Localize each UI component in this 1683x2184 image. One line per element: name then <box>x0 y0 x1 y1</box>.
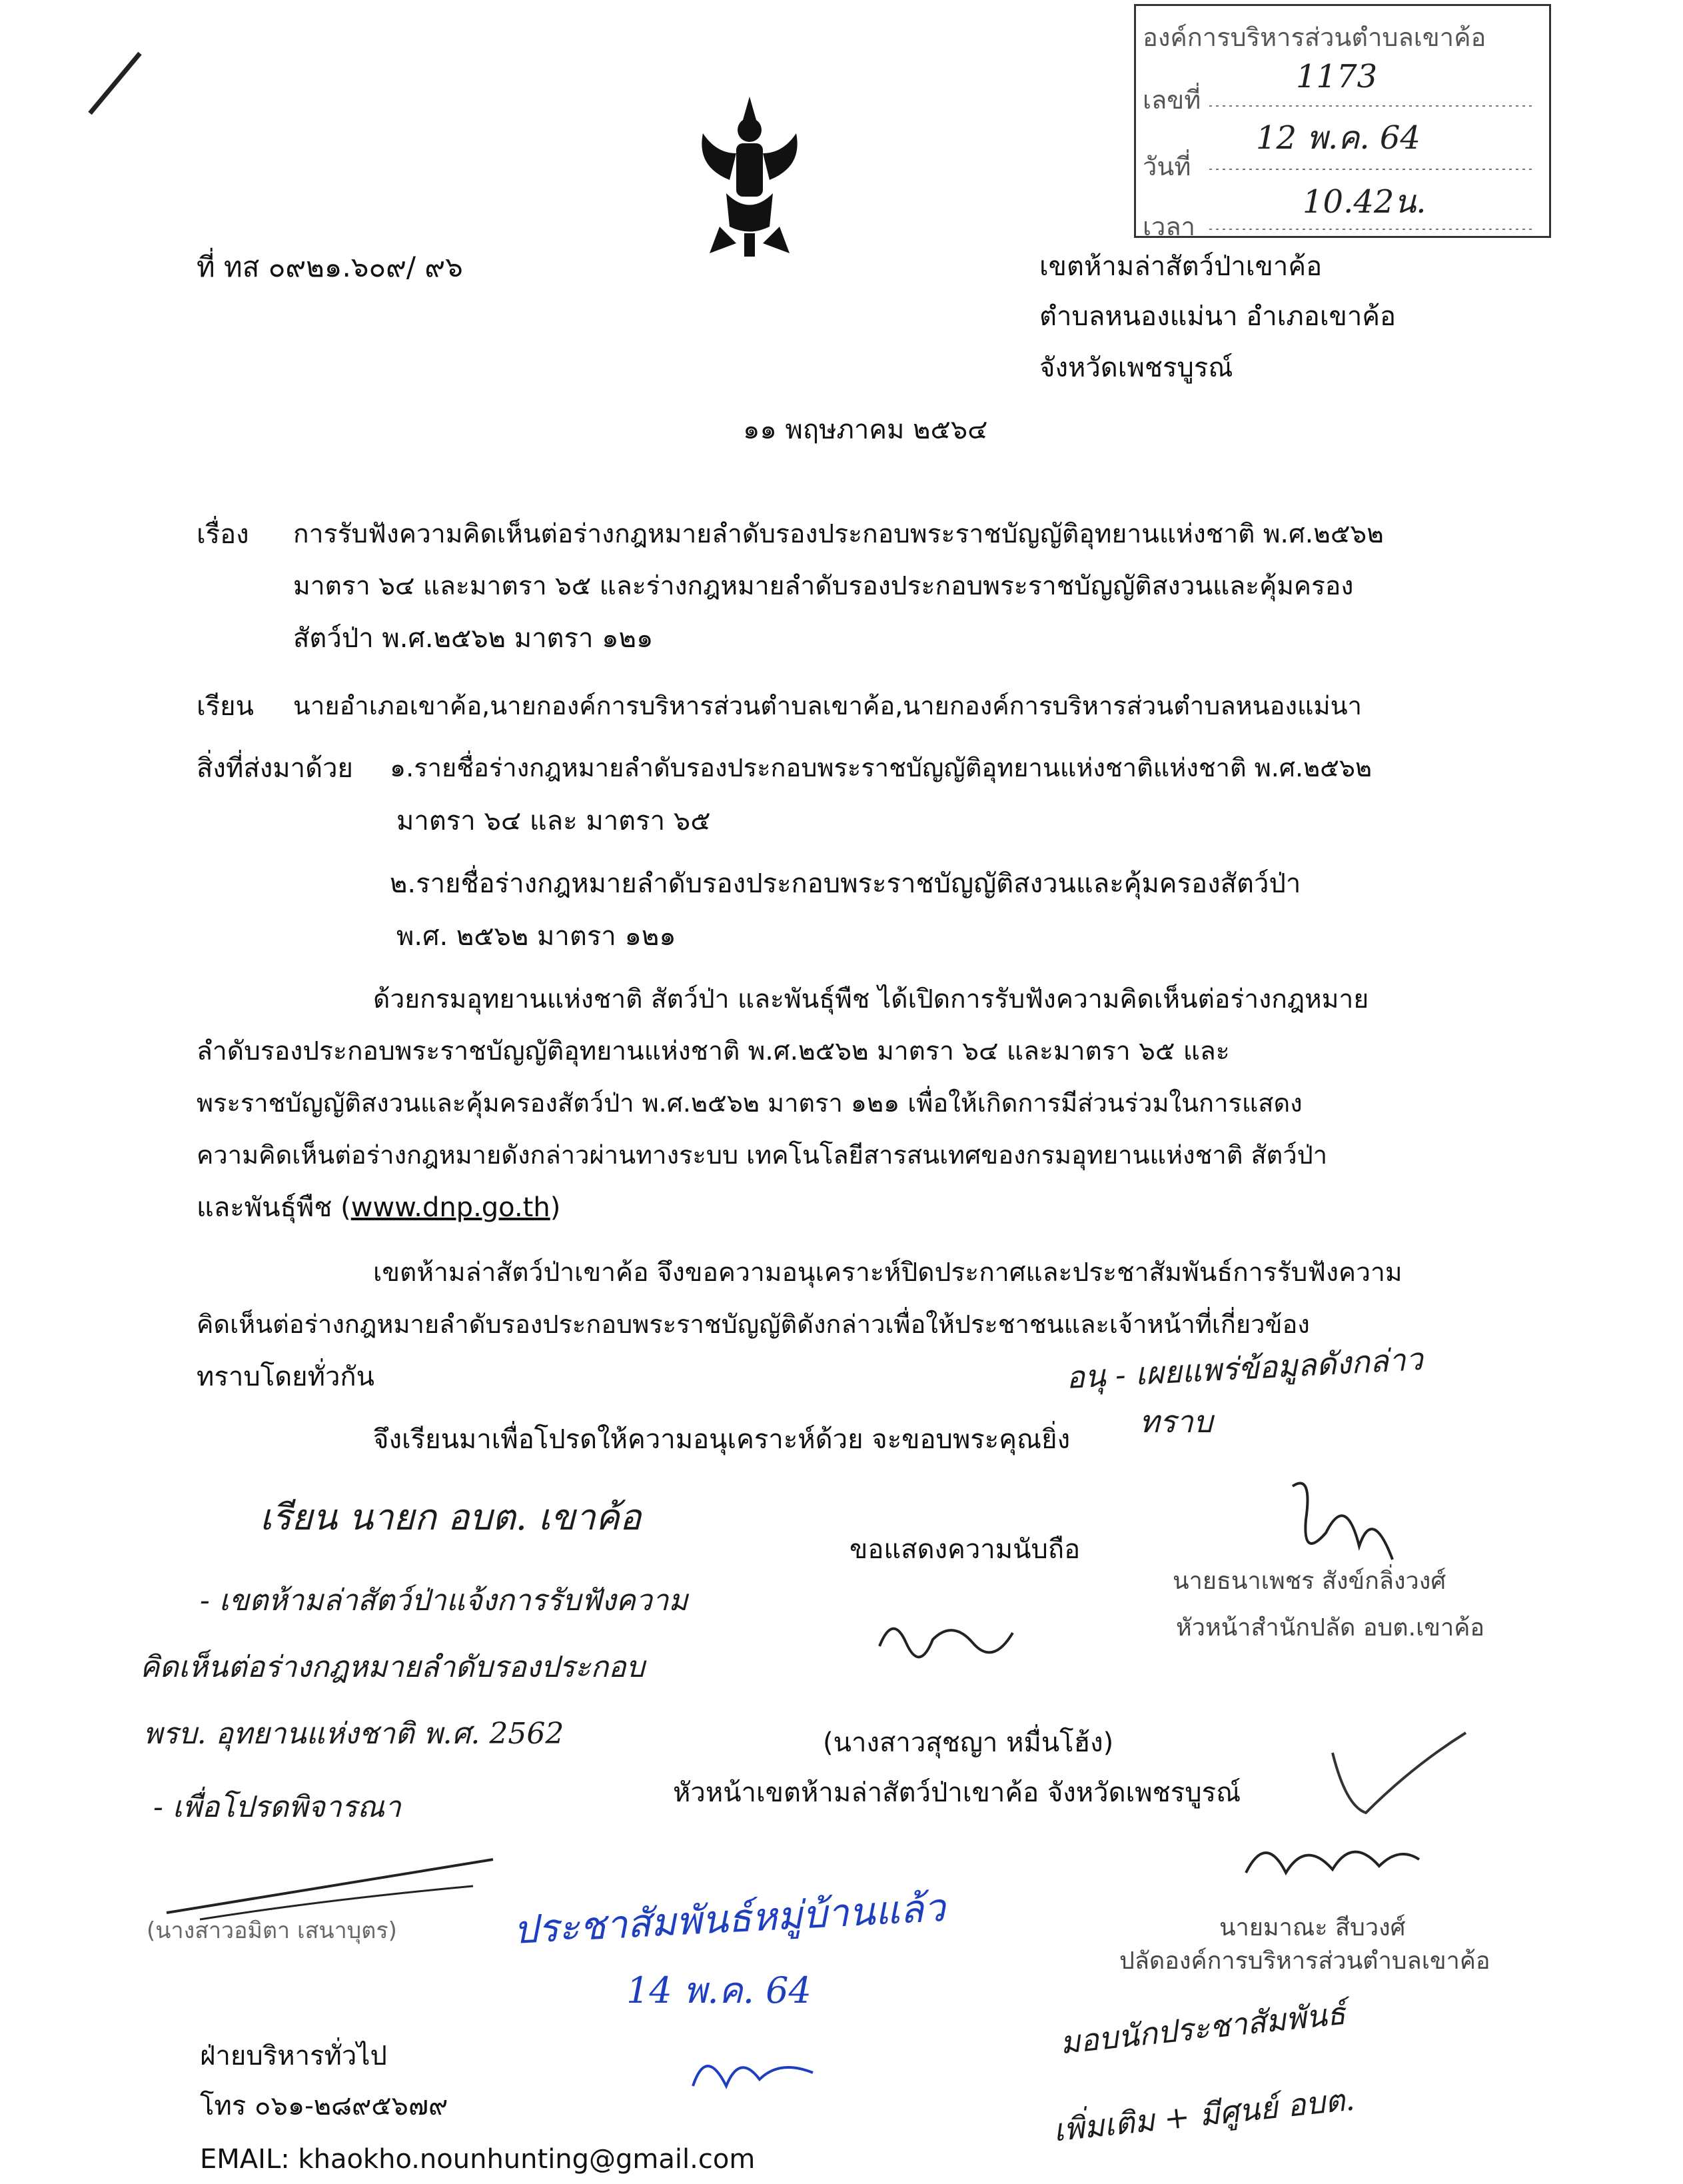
dnp-website-link[interactable]: www.dnp.go.th <box>350 1192 550 1223</box>
right-signature-2 <box>1239 1819 1426 1899</box>
sender-line-2: ตำบลหนองแม่นา อำเภอเขาค้อ <box>1039 301 1397 332</box>
stamp-dotted-lines <box>1136 6 1549 236</box>
left-signature <box>160 1846 506 1926</box>
receipt-stamp <box>1134 4 1551 241</box>
handwritten-note-bottom-right-1: มอบนักประชาสัมพันธ์ <box>1058 1995 1348 2061</box>
handwritten-note-bottom-right-2: เพิ่มเติม + มีศูนย์ อบต. <box>1051 2081 1357 2149</box>
subject-line-1: การรับฟังความคิดเห็นต่อร่างกฎหมายลำดับรองประกอบพระราชบัญญัติอุทยานแห่งชาติ พ.ศ.๒๕๖๒ <box>293 519 1384 549</box>
staple-mark <box>80 47 153 120</box>
body-p2-line-2: คิดเห็นต่อร่างกฎหมายลำดับรองประกอบพระราชบัญญัติดังกล่าวเพื่อให้ประชาชนและเจ้าหน้าที่เกี่ยวข้อง <box>197 1310 1310 1339</box>
checkmark-scribble <box>1326 1726 1472 1819</box>
body-p1-line-1: ด้วยกรมอุทยานแห่งชาติ สัตว์ป่า และพันธุ์พืช ได้เปิดการรับฟังความคิดเห็นต่อร่างกฎหมาย <box>373 984 1369 1014</box>
subject-label: เรื่อง <box>197 519 249 550</box>
body-p1-line-5-suffix: ) <box>550 1192 561 1223</box>
stamp-number-value: 1173 <box>1296 58 1378 95</box>
footer-phone: โทร ๐๖๑-๒๘๙๕๖๗๙ <box>200 2091 448 2121</box>
main-signature <box>873 1606 1019 1666</box>
body-p1-line-5-prefix: และพันธุ์พืช ( <box>197 1192 351 1223</box>
handwritten-left-line-1: เรียน นายก อบต. เขาค้อ <box>260 1496 642 1538</box>
enclosure-1-line-1: ๑.รายชื่อร่างกฎหมายลำดับรองประกอบพระราชบัญญัติอุทยานแห่งชาติแห่งชาติ พ.ศ.๒๕๖๒ <box>390 753 1373 782</box>
stamp-time-value: 10.42น. <box>1303 183 1426 221</box>
enclosure-1-line-2: มาตรา ๖๔ และ มาตรา ๖๕ <box>396 806 711 836</box>
right-sig-2-title: ปลัดองค์การบริหารส่วนตำบลเขาค้อ <box>1119 1947 1490 1975</box>
enclosure-2-line-2: พ.ศ. ๒๕๖๒ มาตรา ๑๒๑ <box>396 921 676 952</box>
blue-handwritten-note-line-2: 14 พ.ค. 64 <box>626 1969 812 2011</box>
sender-line-3: จังหวัดเพชรบูรณ์ <box>1039 353 1233 383</box>
left-bottom-name: (นางสาวอมิตา เสนาบุตร) <box>147 1917 397 1944</box>
regards: ขอแสดงความนับถือ <box>849 1534 1081 1565</box>
reference-number: ที่ ทส ๐๙๒๑.๖๐๙/ ๙๖ <box>197 251 463 283</box>
body-p1-line-2: ลำดับรองประกอบพระราชบัญญัติอุทยานแห่งชาติ พ.ศ.๒๕๖๒ มาตรา ๖๔ และมาตรา ๖๕ และ <box>197 1036 1230 1066</box>
handwritten-left-line-2: - เขตห้ามล่าสัตว์ป่าแจ้งการรับฟังความ <box>200 1584 688 1618</box>
stamp-org: องค์การบริหารส่วนตำบลเขาค้อ <box>1143 23 1486 52</box>
stamp-date-label: วันที่ <box>1143 152 1191 181</box>
handwritten-left-line-3: คิดเห็นต่อร่างกฎหมายลำดับรองประกอบ <box>140 1650 645 1684</box>
footer-email: EMAIL: khaokho.nounhunting@gmail.com <box>200 2144 756 2175</box>
handwritten-left-line-5: - เพื่อโปรดพิจารณา <box>153 1790 401 1824</box>
body-p1-line-4: ความคิดเห็นต่อร่างกฎหมายดังกล่าวผ่านทางระบบ เทคโนโลยีสารสนเทศของกรมอุทยานแห่งชาติ สัตว์ป่า <box>197 1140 1328 1170</box>
right-signature-1 <box>1286 1466 1419 1580</box>
stamp-time-label: เวลา <box>1143 212 1195 241</box>
closing-line: จึงเรียนมาเพื่อโปรดให้ความอนุเคราะห์ด้วย จะขอบพระคุณยิ่ง <box>373 1424 1071 1455</box>
signatory-name: (นางสาวสุชญา หมื่นโฮ้ง) <box>823 1727 1114 1758</box>
body-p2-line-1: เขตห้ามล่าสัตว์ป่าเขาค้อ จึงขอความอนุเคราะห์ปิดประกาศและประชาสัมพันธ์การรับฟังความ <box>373 1258 1402 1288</box>
blue-handwritten-note-line-1: ประชาสัมพันธ์หมู่บ้านแล้ว <box>512 1885 947 1953</box>
right-sig-1-title: หัวหน้าสำนักปลัด อบต.เขาค้อ <box>1176 1614 1484 1641</box>
handwritten-left-line-4: พรบ. อุทยานแห่งชาติ พ.ศ. 2562 <box>143 1717 564 1751</box>
right-sig-1-name: นายธนาเพชร สังข์กลิ่งวงศ์ <box>1173 1568 1446 1595</box>
to-text: นายอำเภอเขาค้อ,นายกองค์การบริหารส่วนตำบลเขาค้อ,นายกองค์การบริหารส่วนตำบลหนองแม่นา <box>293 691 1362 720</box>
subject-line-2: มาตรา ๖๔ และมาตรา ๖๕ และร่างกฎหมายลำดับรองประกอบพระราชบัญญัติสงวนและคุ้มครอง <box>293 571 1354 601</box>
footer-department: ฝ่ายบริหารทั่วไป <box>200 2041 387 2071</box>
blue-signature <box>686 2039 820 2113</box>
sender-line-1: เขตห้ามล่าสัตว์ป่าเขาค้อ <box>1039 251 1323 282</box>
body-p1-line-5 <box>197 1194 560 1221</box>
body-p2-line-3: ทราบโดยทั่วกัน <box>197 1362 374 1392</box>
stamp-date-value: 12 พ.ค. 64 <box>1256 119 1420 157</box>
signatory-position: หัวหน้าเขตห้ามล่าสัตว์ป่าเขาค้อ จังหวัดเพชรบูรณ์ <box>673 1777 1241 1808</box>
letter-date: ๑๑ พฤษภาคม ๒๕๖๔ <box>743 415 988 445</box>
right-sig-2-name: นายมาณะ สีบวงศ์ <box>1219 1914 1406 1941</box>
enclosure-label: สิ่งที่ส่งมาด้วย <box>197 753 353 784</box>
body-p1-line-3: พระราชบัญญัติสงวนและคุ้มครองสัตว์ป่า พ.ศ.๒๕๖๒ มาตรา ๑๒๑ เพื่อให้เกิดการมีส่วนร่วมในการแสดง <box>197 1088 1303 1118</box>
handwritten-note-top-right: อนุ - เผยแพร่ข้อมูลดังกล่าว <box>1065 1341 1424 1396</box>
garuda-emblem-icon <box>690 93 810 260</box>
to-label: เรียน <box>197 691 254 722</box>
stamp-number-label: เลขที่ <box>1143 85 1201 115</box>
handwritten-note-top-right-2: ทราบ <box>1139 1404 1213 1440</box>
enclosure-2-line-1: ๒.รายชื่อร่างกฎหมายลำดับรองประกอบพระราชบัญญัติสงวนและคุ้มครองสัตว์ป่า <box>390 868 1301 899</box>
subject-line-3: สัตว์ป่า พ.ศ.๒๕๖๒ มาตรา ๑๒๑ <box>293 623 654 654</box>
